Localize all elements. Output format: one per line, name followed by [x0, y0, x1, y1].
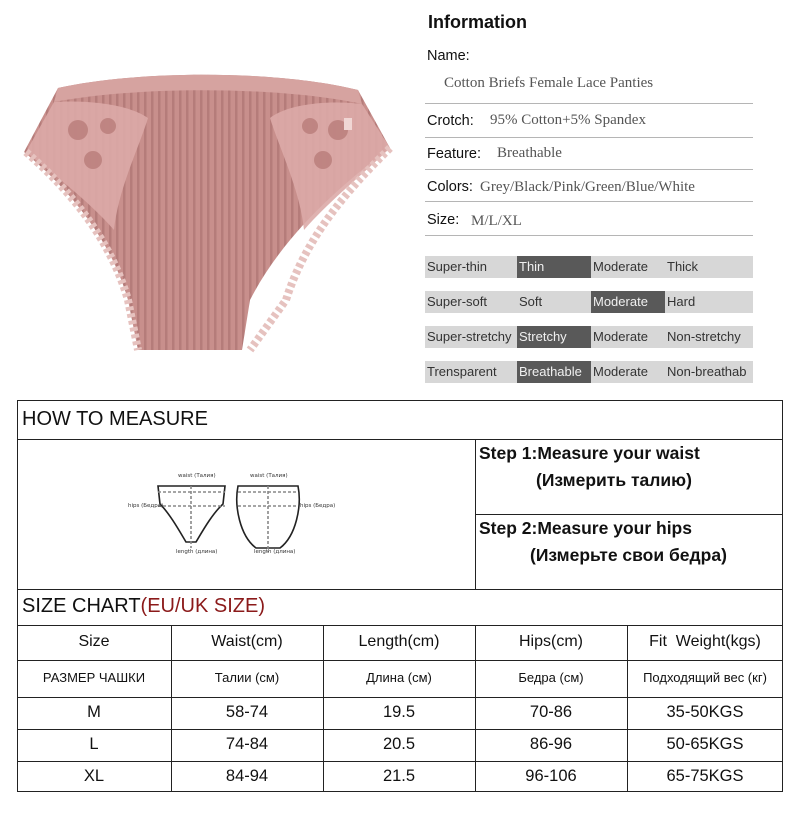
rating-option: Non-stretchy: [667, 329, 741, 344]
header-weight: Fit Weight(kgs): [649, 633, 761, 650]
rating-option: Soft: [519, 294, 543, 309]
table-cell-weight: 35-50KGS: [666, 703, 744, 721]
size-chart-region: (EU/UK SIZE): [140, 595, 265, 617]
subheader-size: РАЗМЕР ЧАШКИ: [42, 670, 146, 685]
rating-option: Super-thin: [427, 259, 487, 274]
table-cell-length: 19.5: [382, 703, 416, 721]
feature-label: Feature:: [427, 146, 481, 162]
table-cell-size: L: [89, 735, 99, 753]
table-cell-weight: 50-65KGS: [666, 735, 744, 753]
rating-option-selected: Moderate: [591, 291, 665, 313]
size-value: M/L/XL: [471, 213, 522, 229]
measure-diagram: [120, 466, 340, 558]
rating-option: Hard: [667, 294, 696, 309]
product-image: [18, 60, 398, 360]
table-cell-hips: 86-96: [529, 735, 573, 753]
rating-stretch: [425, 326, 753, 348]
rating-option-selected: Breathable: [517, 361, 591, 383]
info-row-crotch: [425, 104, 753, 138]
info-row-feature: [425, 138, 753, 170]
divider: [17, 660, 783, 661]
diagram-label-waist: waist (Талия): [250, 473, 288, 479]
table-cell-weight: 65-75KGS: [666, 767, 744, 785]
header-length: Length(cm): [358, 633, 440, 650]
step1-translation: (Измерить талию): [536, 470, 692, 490]
table-cell-waist: 58-74: [225, 703, 269, 721]
info-row-size: [425, 202, 753, 236]
diagram-label-waist: waist (Талия): [178, 473, 216, 479]
colors-value: Grey/Black/Pink/Green/Blue/White: [480, 179, 695, 195]
feature-value: Breathable: [497, 145, 562, 161]
rating-option: Moderate: [593, 329, 648, 344]
subheader-length: Длина (см): [366, 670, 432, 685]
rating-option: Super-stretchy: [427, 329, 512, 344]
header-waist: Waist(cm): [211, 633, 283, 650]
rating-breathability: [425, 361, 753, 383]
size-chart-title: SIZE CHART(EU/UK SIZE): [22, 595, 265, 617]
step2-text: Step 2:Measure your hips: [479, 518, 692, 538]
subheader-hips: Бедра (см): [518, 670, 584, 685]
name-value: Cotton Briefs Female Lace Panties: [444, 75, 654, 91]
divider: [17, 761, 783, 762]
table-cell-hips: 70-86: [529, 703, 573, 721]
table-cell-length: 20.5: [382, 735, 416, 753]
diagram-label-hips: hips (Бедра): [300, 503, 336, 509]
divider: [17, 625, 783, 626]
header-hips: Hips(cm): [519, 633, 583, 650]
diagram-label-length: length (длина): [176, 549, 218, 555]
table-cell-waist: 74-84: [225, 735, 269, 753]
step1-text: Step 1:Measure your waist: [479, 443, 700, 463]
table-cell-waist: 84-94: [225, 767, 269, 785]
name-label: Name:: [427, 48, 470, 64]
subheader-waist: Талии (см): [214, 670, 280, 685]
rating-option: Thick: [667, 259, 699, 274]
diagram-label-hips: hips (Бедра): [128, 503, 164, 509]
crotch-label: Crotch:: [427, 113, 474, 129]
divider: [475, 439, 476, 589]
table-cell-hips: 96-106: [525, 767, 577, 785]
divider: [17, 729, 783, 730]
diagram-label-length: length (длина): [254, 549, 296, 555]
divider: [475, 514, 783, 515]
rating-option: Trensparent: [427, 364, 497, 379]
table-cell-length: 21.5: [382, 767, 416, 785]
rating-thickness: [425, 256, 753, 278]
rating-option-selected: Thin: [517, 256, 591, 278]
divider: [17, 439, 783, 440]
rating-option: Moderate: [593, 259, 648, 274]
rating-option: Non-breathab: [667, 364, 747, 379]
rating-softness: [425, 291, 753, 313]
rating-option: Moderate: [593, 364, 648, 379]
rating-option-selected: Stretchy: [517, 326, 591, 348]
rating-option: Super-soft: [427, 294, 487, 309]
info-row-name: [425, 44, 753, 104]
information-title: Information: [428, 12, 527, 32]
divider: [17, 589, 783, 590]
crotch-value: 95% Cotton+5% Spandex: [490, 112, 646, 128]
info-row-colors: [425, 170, 753, 202]
table-cell-size: XL: [83, 767, 105, 785]
divider: [17, 697, 783, 698]
table-cell-size: M: [87, 703, 101, 721]
header-size: Size: [78, 633, 110, 650]
step2-translation: (Измерьте свои бедра): [530, 545, 727, 565]
how-to-measure-title: HOW TO MEASURE: [22, 408, 208, 430]
colors-label: Colors:: [427, 179, 473, 195]
subheader-weight: Подходящий вес (кг): [643, 670, 767, 685]
size-label: Size:: [427, 212, 460, 228]
